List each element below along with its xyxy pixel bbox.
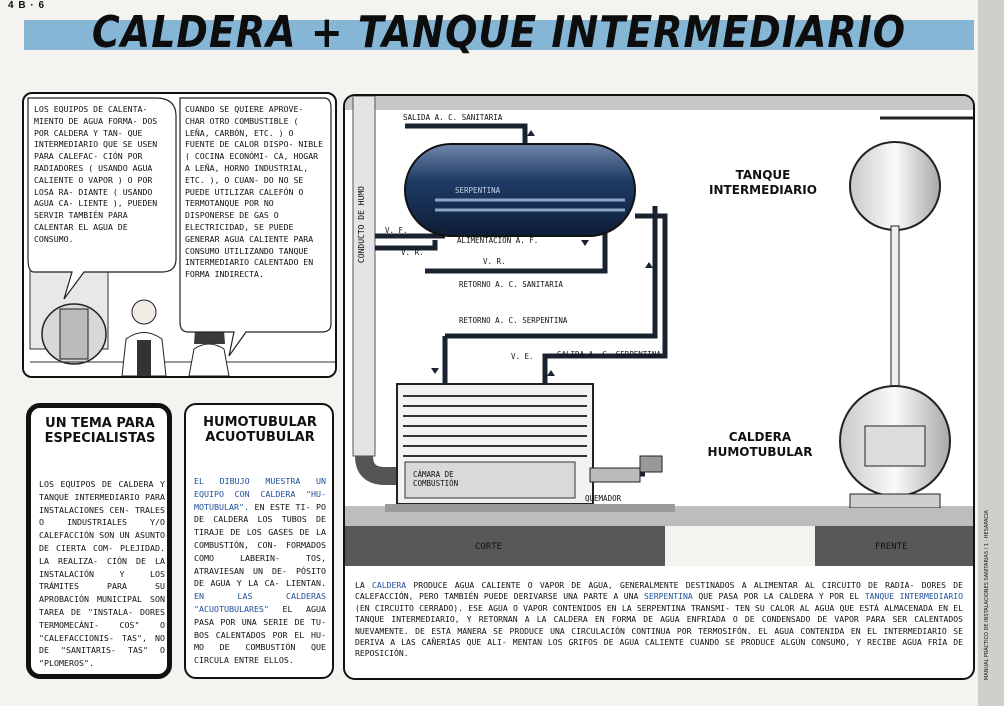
page-code: 4 B · 6 [8, 0, 46, 11]
humotubular-text-1: EN ESTE TI- PO DE CALDERA LOS TUBOS DE TIRAJE DE LOS GASES DE LA COMBUSTIÓN, CON- FORMADOS COMO LABERIN- TOS, ATRAVIESAN UN DE- PÓSITO DE AGUA Y LA CA- LIENTAN. [194, 501, 326, 589]
especialistas-title: UN TEMA PARA ESPECIALISTAS [44, 416, 156, 446]
label-corte: CORTE [475, 542, 503, 552]
label-tanque-intermediario: TANQUE INTERMEDIARIO [709, 168, 817, 197]
label-vr-left: V. R. [401, 248, 424, 257]
label-ve: V. E. [511, 352, 534, 361]
caption-serpentina: SERPENTINA [644, 591, 693, 602]
label-retorno-sanitaria: RETORNO A. C. SANITARIA [459, 280, 563, 289]
especialistas-body: LOS EQUIPOS DE CALDERA Y TANQUE INTERMEDIARIO PARA INSTALACIONES CEN- TRALES O INDUSTRIALES Y/O CALEFACCIÓN SON UN ASUNTO DE CIERTA COM- PLEJIDAD. LA REALIZA- CIÓN DE LA INSTALACIÓN Y LOS TRÁMITES PARA SU APROBACIÓN MUNICIPAL SON TAREA DE "INSTALA- DORES TERMOMECÁNI- COS" O "CALEFACCIONIS- TAS", NO DE "SANITARIS- TAS" O "PLOMEROS". [39, 479, 165, 669]
label-quemador: QUEMADOR [585, 494, 622, 503]
label-frente: FRENTE [875, 542, 908, 552]
label-vr-right: V. R. [483, 257, 506, 266]
label-conducto-humo: CONDUCTO DE HUMO [357, 186, 366, 264]
label-retorno-serpentina: RETORNO A. C. SERPENTINA [459, 316, 568, 325]
caption-text-1: LA [355, 580, 372, 590]
label-salida-sanitaria: SALIDA A. C. SANITARIA [403, 113, 503, 122]
sidebar-credit: MANUAL PRÁCTICO DE INSTALACIONES SANITARIAS / 1 · HESAPACIA [984, 510, 990, 680]
label-salida-serpentina: SALIDA A. C. SERPENTINA [557, 350, 661, 359]
label-alimentacion: ALIMENTACIÓN A. F. [457, 236, 539, 245]
page-title: CALDERA + TANQUE INTERMEDIARIO [91, 6, 907, 58]
caption-text-3: QUE PASA POR LA CALDERA Y POR EL [692, 591, 865, 602]
humotubular-highlight-2: EN LAS CALDERAS "ACUOTUBULARES" [194, 591, 326, 614]
humotubular-body [194, 475, 326, 667]
humotubular-title: HUMOTUBULAR ACUOTUBULAR [203, 415, 317, 445]
humotubular-box [184, 403, 334, 679]
comic-panel [22, 92, 337, 378]
humotubular-text-2: EL AGUA PASA POR UNA SERIE DE TU- BOS CALENTADOS POR EL HU- MO DE COMBUSTIÓN QUE CIRCULA ENTRE ELLOS. [194, 603, 326, 666]
especialistas-box [26, 403, 172, 679]
caption-text-2: PRODUCE AGUA CALIENTE O VAPOR DE AGUA, GENERALMENTE DESTINADOS A ALIMENTAR AL CIRCUITO DE RADIA- DORES DE CALEFACCIÓN, PERO TAMBIÉN PUEDE DERIVARSE UNA PARTE A UNA [355, 580, 963, 602]
diagram-caption [355, 580, 963, 660]
speech-bubble-left: LOS EQUIPOS DE CALENTA- MIENTO DE AGUA FORMA- DOS POR CALDERA Y TAN- QUE INTERMEDIARIO QUE SE USEN PARA CALEFAC- CIÓN POR RADIADORES ( USANDO AGUA CALIENTE O VAPOR ) O POR LOSA RA- DIANTE ( USANDO AGUA CA- LIENTE ), PUEDEN SERVIR TAMBIÉN PARA CALENTAR EL AGUA DE CONSUMO. [34, 104, 158, 244]
diagram-panel [343, 94, 975, 680]
caption-text-4: (EN CIRCUITO CERRADO). ESE AGUA O VAPOR CONTENIDOS EN LA SERPENTINA TRANSMI- TEN SU CALOR AL AGUA QUE ESTÁ ALMACENADA EN EL TANQUE INTERMEDIARIO, Y RETORNAN A LA CALDERA EN FORMA DE AGUA ENFRIADA O DE CONDENSADO DE VAPOR PARA SER CALENTADOS NUEVAMENTE. DE ESTA MANERA SE PRODUCE UNA CIRCULACIÓN CONTINUA POR TERMOSIFÓN. EL AGUA CONTENIDA EN EL INTERMEDIARIO SE DERIVA A LAS CAÑERÍAS QUE ALI- MENTAN LOS GRIFOS DE AGUA CALIENTE CUANDO SE PRODUCE ALGÚN CONSUMO, Y RECIBE AGUA FRÍA DE REPOSICIÓN. [355, 602, 963, 659]
label-caldera-humotubular: CALDERA HUMOTUBULAR [707, 430, 813, 459]
label-serpentina: SERPENTINA [455, 186, 501, 195]
caption-tanque: TANQUE INTERMEDIARIO [864, 591, 963, 602]
label-camara-combustion: CÁMARA DE COMBUSTIÓN [413, 470, 459, 488]
humotubular-highlight-1: EL DIBUJO MUESTRA UN EQUIPO CON CALDERA "HU- MOTUBULAR". [194, 476, 326, 512]
speech-bubble-right: CUANDO SE QUIERE APROVE- CHAR OTRO COMBUSTIBLE ( LEÑA, CARBÓN, ETC. ) O FUENTE DE CALOR DISPO- NIBLE ( COCINA ECONÓMI- CA, HOGAR A LEÑA, HORNO INDUSTRIAL, ETC. ), O CUAN- DO NO SE PUEDE UTILIZAR CALEFÓN O TERMOTANQUE POR NO DISPONERSE DE GAS O ELECTRICIDAD, SE PUEDE GENERAR AGUA CALIENTE PARA CONSUMO UTILIZANDO TANQUE INTERMEDIARIO CALENTADO EN FORMA INDIRECTA. [185, 104, 324, 280]
label-vf: V. F. [385, 226, 408, 235]
page-edge [978, 0, 1004, 706]
caption-caldera: CALDERA [372, 580, 407, 590]
